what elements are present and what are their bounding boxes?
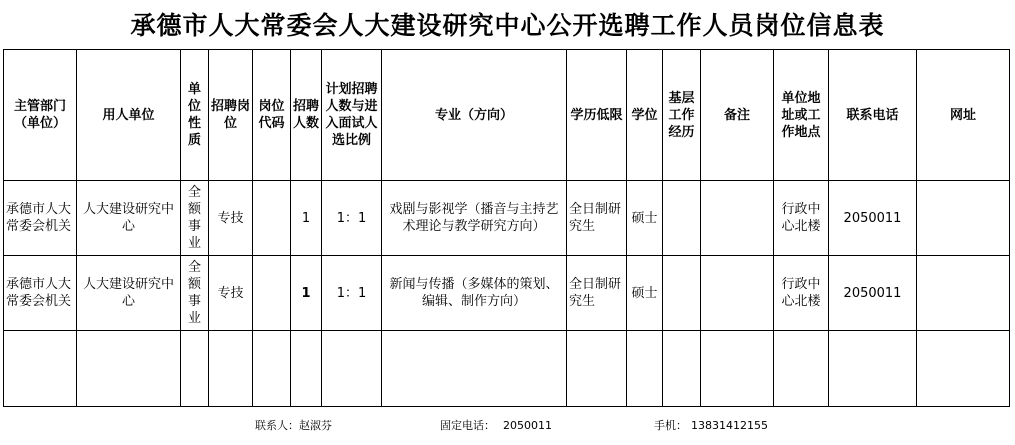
cell-note: [701, 181, 774, 256]
cell-addr: 行政中心北楼: [774, 181, 829, 256]
cell-nature: 全额事业: [181, 256, 209, 331]
contact-person: [255, 417, 332, 433]
cell-phone: 2050011: [829, 181, 917, 256]
empty-cell: [382, 331, 567, 407]
cell-edu: 全日制研究生: [567, 256, 627, 331]
mobile-label: 手机：: [654, 419, 687, 432]
cell-major: 戏剧与影视学（播音与主持艺术理论与教学研究方向）: [382, 181, 567, 256]
empty-cell: [291, 331, 322, 407]
empty-cell: [774, 331, 829, 407]
header-post: 招聘岗位: [209, 50, 253, 181]
table-row: [4, 256, 1010, 331]
header-degree: 学位: [627, 50, 663, 181]
cell-ratio: 1：1: [322, 181, 382, 256]
empty-cell: [4, 331, 77, 407]
empty-cell: [829, 331, 917, 407]
empty-cell: [627, 331, 663, 407]
landline: [440, 417, 552, 433]
header-exp: 基层工作经历: [663, 50, 701, 181]
empty-cell: [701, 331, 774, 407]
cell-web: [917, 256, 1010, 331]
empty-cell: [77, 331, 181, 407]
empty-cell: [567, 331, 627, 407]
landline-number: 2050011: [503, 419, 552, 432]
header-addr: 单位地址或工作地点: [774, 50, 829, 181]
table-header-row: [4, 50, 1010, 181]
mobile: [654, 417, 768, 433]
mobile-number: 13831412155: [691, 419, 768, 432]
header-dept: 主管部门（单位）: [4, 50, 77, 181]
cell-web: [917, 181, 1010, 256]
cell-dept: 承德市人大常委会机关: [4, 181, 77, 256]
cell-addr: 行政中心北楼: [774, 256, 829, 331]
cell-degree: 硕士: [627, 181, 663, 256]
cell-note: [701, 256, 774, 331]
header-count: 招聘人数: [291, 50, 322, 181]
position-table: [3, 49, 1010, 407]
header-unit: 用人单位: [77, 50, 181, 181]
header-phone: 联系电话: [829, 50, 917, 181]
cell-nature: 全额事业: [181, 181, 209, 256]
cell-ratio: 1：1: [322, 256, 382, 331]
header-nature: 单位性质: [181, 50, 209, 181]
header-major: 专业（方向）: [382, 50, 567, 181]
cell-unit: 人大建设研究中心: [77, 256, 181, 331]
empty-row: [4, 331, 1010, 407]
cell-phone: 2050011: [829, 256, 917, 331]
empty-cell: [209, 331, 253, 407]
cell-edu: 全日制研究生: [567, 181, 627, 256]
contact-name: 赵淑芬: [299, 419, 332, 432]
cell-post: 专技: [209, 181, 253, 256]
cell-code: [253, 181, 291, 256]
cell-count: 1: [291, 181, 322, 256]
cell-count: 1: [291, 256, 322, 331]
cell-exp: [663, 181, 701, 256]
cell-exp: [663, 256, 701, 331]
cell-major: 新闻与传播（多媒体的策划、编辑、制作方向）: [382, 256, 567, 331]
empty-cell: [322, 331, 382, 407]
contact-footer: [0, 409, 1015, 439]
empty-cell: [253, 331, 291, 407]
empty-cell: [917, 331, 1010, 407]
empty-cell: [663, 331, 701, 407]
header-web: 网址: [917, 50, 1010, 181]
page-title: 承德市人大常委会人大建设研究中心公开选聘工作人员岗位信息表: [130, 11, 885, 40]
header-edu: 学历低限: [567, 50, 627, 181]
landline-label: 固定电话：: [440, 419, 495, 432]
contact-label: 联系人：: [255, 419, 299, 432]
cell-dept: 承德市人大常委会机关: [4, 256, 77, 331]
header-code: 岗位代码: [253, 50, 291, 181]
empty-cell: [181, 331, 209, 407]
header-ratio: 计划招聘人数与进入面试人选比例: [322, 50, 382, 181]
cell-code: [253, 256, 291, 331]
cell-post: 专技: [209, 256, 253, 331]
header-note: 备注: [701, 50, 774, 181]
cell-degree: 硕士: [627, 256, 663, 331]
cell-unit: 人大建设研究中心: [77, 181, 181, 256]
table-row: [4, 181, 1010, 256]
